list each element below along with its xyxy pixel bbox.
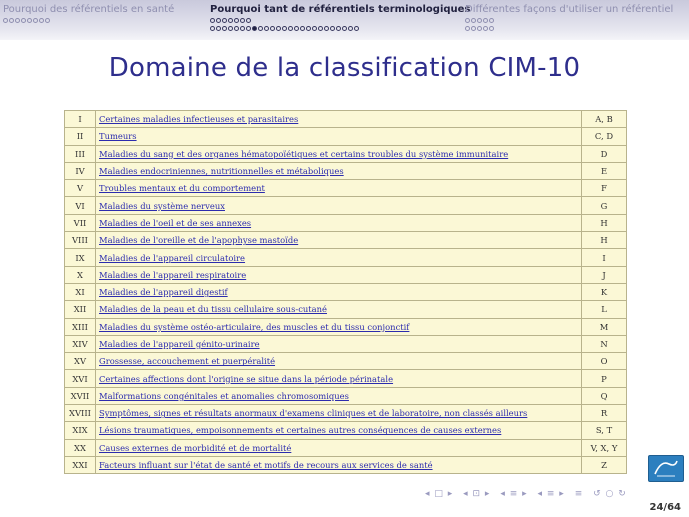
chapter-label-link[interactable]: Troubles mentaux et du comportement <box>96 180 582 197</box>
frame-dot[interactable] <box>15 18 20 23</box>
frame-dot[interactable] <box>300 26 305 31</box>
cim10-chapters-table <box>64 110 627 474</box>
nav-dots <box>465 17 673 24</box>
frame-dot[interactable] <box>330 26 335 31</box>
chapter-number: VII <box>65 214 96 231</box>
chapter-number: V <box>65 180 96 197</box>
table-row <box>65 283 627 300</box>
frame-dot[interactable] <box>39 18 44 23</box>
chapter-label-link[interactable]: Maladies du système nerveux <box>96 197 582 214</box>
frame-dot[interactable] <box>21 18 26 23</box>
frame-dot[interactable] <box>216 18 221 23</box>
chapter-codes: H <box>582 232 627 249</box>
chapter-number: XI <box>65 283 96 300</box>
chapter-codes: Z <box>582 456 627 473</box>
chapter-label-link[interactable]: Malformations congénitales et anomalies chromosomiques <box>96 387 582 404</box>
chapter-number: IX <box>65 249 96 266</box>
frame-dot[interactable] <box>294 26 299 31</box>
chapter-number: XX <box>65 439 96 456</box>
chapter-codes: S, T <box>582 422 627 439</box>
frame-dot[interactable] <box>45 18 50 23</box>
frame-dot[interactable] <box>483 18 488 23</box>
chapter-label-link[interactable]: Certaines affections dont l'origine se situe dans la période périnatale <box>96 370 582 387</box>
frame-dot[interactable] <box>270 26 275 31</box>
table-row <box>65 318 627 335</box>
chapter-number: XII <box>65 301 96 318</box>
frame-dot[interactable] <box>210 18 215 23</box>
chapter-label-link[interactable]: Maladies de la peau et du tissu cellulaire sous-cutané <box>96 301 582 318</box>
table-row <box>65 370 627 387</box>
frame-dot[interactable] <box>471 18 476 23</box>
logo-icon <box>649 456 683 481</box>
frame-dot[interactable] <box>288 26 293 31</box>
frame-dot[interactable] <box>27 18 32 23</box>
chapter-codes: J <box>582 266 627 283</box>
table-row <box>65 145 627 162</box>
table-row <box>65 180 627 197</box>
frame-dot[interactable] <box>489 26 494 31</box>
chapter-label-link[interactable]: Tumeurs <box>96 128 582 145</box>
nav-dots <box>3 17 174 24</box>
chapter-number: XVI <box>65 370 96 387</box>
chapter-codes: Q <box>582 387 627 404</box>
table-row <box>65 301 627 318</box>
nav-search-icon[interactable]: ↺ ○ ↻ <box>593 489 627 499</box>
chapter-number: XVIII <box>65 405 96 422</box>
chapter-codes: M <box>582 318 627 335</box>
chapter-codes: R <box>582 405 627 422</box>
frame-dot[interactable] <box>216 26 221 31</box>
table-row <box>65 249 627 266</box>
frame-dot[interactable] <box>264 26 269 31</box>
chapter-number: XIX <box>65 422 96 439</box>
chapter-number: I <box>65 111 96 128</box>
frame-dot[interactable] <box>3 18 8 23</box>
frame-dot[interactable] <box>258 26 263 31</box>
chapter-number: IV <box>65 162 96 179</box>
chapter-label-link[interactable]: Causes externes de morbidité et de mortalité <box>96 439 582 456</box>
chapter-codes: I <box>582 249 627 266</box>
table-row <box>65 266 627 283</box>
frame-dot[interactable] <box>246 18 251 23</box>
frame-dot[interactable] <box>318 26 323 31</box>
nav-section-title[interactable]: Pourquoi des référentiels en santé <box>3 4 175 15</box>
nav-dots-row2 <box>210 25 470 32</box>
page-number: 24/64 <box>649 502 681 513</box>
chapter-number: III <box>65 145 96 162</box>
chapter-label-link[interactable]: Maladies de l'appareil respiratoire <box>96 266 582 283</box>
chapter-label-link[interactable]: Facteurs influant sur l'état de santé et motifs de recours aux services de santé <box>96 456 582 473</box>
chapter-label-link[interactable]: Lésions traumatiques, empoisonnements et certaines autres conséquences de causes externes <box>96 422 582 439</box>
chapter-codes: K <box>582 283 627 300</box>
frame-dot[interactable] <box>276 26 281 31</box>
frame-dot[interactable] <box>477 26 482 31</box>
frame-dot[interactable] <box>240 26 245 31</box>
frame-dot[interactable] <box>222 26 227 31</box>
nav-dots <box>210 17 470 24</box>
table-row <box>65 456 627 473</box>
table-row <box>65 232 627 249</box>
table-row <box>65 111 627 128</box>
nav-section-1[interactable] <box>3 4 174 24</box>
chapter-number: XIV <box>65 335 96 352</box>
chapter-label-link[interactable]: Certaines maladies infectieuses et parasitaires <box>96 111 582 128</box>
frame-dot[interactable] <box>354 26 359 31</box>
chapter-number: XVII <box>65 387 96 404</box>
frame-dot[interactable] <box>324 26 329 31</box>
chapter-codes: H <box>582 214 627 231</box>
chapter-number: XV <box>65 353 96 370</box>
chapter-codes: P <box>582 370 627 387</box>
table-row <box>65 422 627 439</box>
nav-section-3[interactable] <box>465 4 673 32</box>
chapter-label-link[interactable]: Maladies de l'appareil digestif <box>96 283 582 300</box>
frame-dot[interactable] <box>282 26 287 31</box>
table-row <box>65 335 627 352</box>
frame-dot[interactable] <box>240 18 245 23</box>
beamer-navigation-bar <box>425 489 633 499</box>
table-row <box>65 162 627 179</box>
chapter-label-link[interactable]: Maladies du système ostéo-articulaire, des muscles et du tissu conjonctif <box>96 318 582 335</box>
chapter-label-link[interactable]: Symptômes, signes et résultats anormaux d'examens cliniques et de laboratoire, non classés ailleurs <box>96 405 582 422</box>
frame-title: Domaine de la classification CIM-10 <box>108 53 581 83</box>
nav-section-title-active[interactable]: Pourquoi tant de référentiels terminologiques <box>210 4 471 15</box>
chapter-number: X <box>65 266 96 283</box>
frame-dot[interactable] <box>234 26 239 31</box>
chapter-label-link[interactable]: Grossesse, accouchement et puerpéralité <box>96 353 582 370</box>
nav-outline-icon[interactable]: ≡ <box>574 489 584 499</box>
frame-dot[interactable] <box>483 26 488 31</box>
table-row <box>65 128 627 145</box>
frame-dot[interactable] <box>222 18 227 23</box>
frame-dot[interactable] <box>465 18 470 23</box>
frame-dot[interactable] <box>210 26 215 31</box>
frame-dot[interactable] <box>342 26 347 31</box>
chapter-codes: G <box>582 197 627 214</box>
table-row <box>65 439 627 456</box>
chapter-codes: N <box>582 335 627 352</box>
logo <box>648 455 684 482</box>
frame-dot[interactable] <box>33 18 38 23</box>
frame-dot[interactable] <box>228 18 233 23</box>
frame-dot[interactable] <box>234 18 239 23</box>
chapter-number: VI <box>65 197 96 214</box>
nav-subsection-list-icon[interactable]: ◂ ≡ ▸ <box>537 489 565 499</box>
chapter-label-link[interactable]: Maladies de l'oeil et de ses annexes <box>96 214 582 231</box>
chapter-codes: L <box>582 301 627 318</box>
nav-section-icon[interactable]: ◂ ≡ ▸ <box>500 489 528 499</box>
nav-dots-row2 <box>465 25 673 32</box>
chapter-codes: F <box>582 180 627 197</box>
chapter-label-link[interactable]: Maladies de l'appareil génito-urinaire <box>96 335 582 352</box>
chapter-label-link[interactable]: Maladies de l'appareil circulatoire <box>96 249 582 266</box>
chapter-label-link[interactable]: Maladies du sang et des organes hématopoïétiques et certains troubles du système immunitaire <box>96 145 582 162</box>
chapter-number: II <box>65 128 96 145</box>
nav-section-2[interactable] <box>210 4 470 32</box>
table-row <box>65 387 627 404</box>
chapter-codes: D <box>582 145 627 162</box>
nav-subsection-icon[interactable]: ◂ ⊡ ▸ <box>463 489 491 499</box>
frame-dot[interactable] <box>9 18 14 23</box>
frame-dot[interactable] <box>348 26 353 31</box>
frame-dot[interactable] <box>336 26 341 31</box>
chapter-number: XXI <box>65 456 96 473</box>
chapter-codes: O <box>582 353 627 370</box>
table-row <box>65 405 627 422</box>
table-row <box>65 197 627 214</box>
frame-dot[interactable] <box>246 26 251 31</box>
nav-frame-icon[interactable]: ◂ □ ▸ <box>425 489 454 499</box>
chapter-codes: A, B <box>582 111 627 128</box>
frame-dot[interactable] <box>471 26 476 31</box>
frame-dot[interactable] <box>306 26 311 31</box>
nav-section-title[interactable]: Différentes façons d'utiliser un référentiel <box>465 4 674 15</box>
chapter-number: XIII <box>65 318 96 335</box>
frame-dot[interactable] <box>489 18 494 23</box>
table-row <box>65 214 627 231</box>
table-row <box>65 353 627 370</box>
chapter-label-link[interactable]: Maladies endocriniennes, nutritionnelles et métaboliques <box>96 162 582 179</box>
frame-dot[interactable] <box>312 26 317 31</box>
frame-dot[interactable] <box>465 26 470 31</box>
chapter-number: VIII <box>65 232 96 249</box>
current-frame-dot[interactable] <box>252 26 257 31</box>
chapter-codes: E <box>582 162 627 179</box>
chapter-codes: V, X, Y <box>582 439 627 456</box>
frame-dot[interactable] <box>477 18 482 23</box>
chapter-codes: C, D <box>582 128 627 145</box>
chapter-label-link[interactable]: Maladies de l'oreille et de l'apophyse mastoïde <box>96 232 582 249</box>
frame-dot[interactable] <box>228 26 233 31</box>
section-navigation <box>0 0 689 40</box>
